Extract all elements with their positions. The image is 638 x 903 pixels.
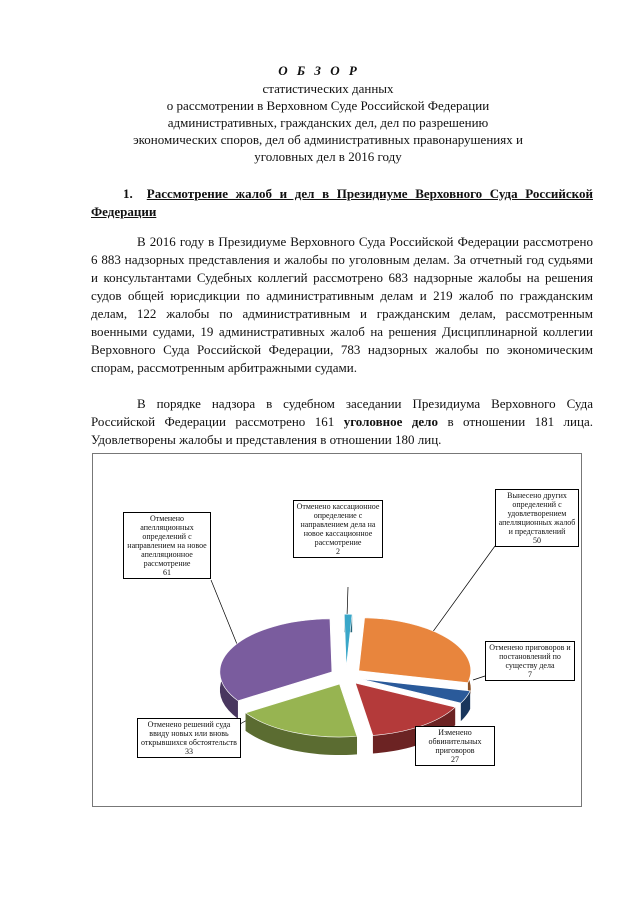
leader-line bbox=[473, 676, 485, 680]
callout-label: Отменено приговоров и постановлений по существу дела bbox=[489, 643, 571, 670]
pie-slice bbox=[220, 619, 332, 701]
callout-label: Отменено кассационное определение с направлением дела на новое кассационное рассмотрение bbox=[296, 502, 380, 547]
subtitle-line: административных, гражданских дел, дел по разрешению bbox=[167, 115, 489, 130]
section-number: 1. bbox=[123, 186, 133, 201]
pie-slice bbox=[359, 618, 471, 683]
callout-label: Вынесено других определений с удовлетворением апелляционных жалоб и представлений bbox=[498, 491, 576, 536]
leader-line bbox=[424, 546, 495, 644]
callout-verdicts-changed bbox=[415, 726, 495, 766]
callout-verdicts-cancelled bbox=[485, 641, 575, 681]
document-subtitle bbox=[118, 80, 538, 165]
callout-cassation-cancelled bbox=[293, 500, 383, 558]
callout-value: 50 bbox=[533, 536, 541, 545]
section-title: Рассмотрение жалоб и дел в Президиуме Верховного Суда Российской Федерации bbox=[91, 186, 593, 219]
callout-label: Изменено обвинительных приговоров bbox=[428, 728, 482, 755]
callout-value: 27 bbox=[451, 755, 459, 764]
subtitle-line: экономических споров, дел об административных правонарушениях и bbox=[133, 132, 523, 147]
paragraph-2 bbox=[91, 395, 593, 449]
pie-slice bbox=[344, 614, 352, 667]
document-title: О Б З О Р bbox=[278, 63, 360, 78]
leader-line bbox=[347, 587, 348, 617]
pie-chart bbox=[92, 453, 582, 807]
paragraph-2-text: В порядке надзора в судебном заседании Президиума Верховного Суда Российской Федерации рассмотрено 161 bbox=[91, 396, 593, 429]
callout-value: 7 bbox=[528, 670, 532, 679]
callout-value: 61 bbox=[163, 568, 171, 577]
callout-label: Отменено решений суда ввиду новых или вновь открывшихся обстоятельств bbox=[141, 720, 237, 747]
subtitle-line: уголовных дел в 2016 году bbox=[254, 149, 402, 164]
callout-label: Отменено апелляционных определений с направлением на новое апелляционное рассмотрение bbox=[127, 514, 207, 568]
callout-value: 33 bbox=[185, 747, 193, 756]
paragraph-2-text-end: в отношении 181 лица. Удовлетворены жалобы и представления в отношении 180 лиц. bbox=[91, 414, 593, 447]
paragraph-1: В 2016 году в Президиуме Верховного Суда Российской Федерации рассмотрено 6 883 надзорных представления и жалобы по уголовным делам. За отчетный год судьями и консультантами Судебных коллегий рассмотрено 683 надзорные жалобы на решения судов общей юрисдикции по административным делам и 219 жалоб по гражданским делам, 122 жалобы по административным и гражданским делам, рассмотренным военными судами, 19 административных жалоб на решения Дисциплинарной коллегии Верховного Суда Российской Федерации, 783 надзорных жалобы по экономическим спорам, рассмотренным арбитражными судами. bbox=[91, 234, 593, 375]
paragraph-2-bold: уголовное дело bbox=[343, 414, 438, 429]
callout-new-circumstances bbox=[137, 718, 241, 758]
subtitle-line: о рассмотрении в Верховном Суде Российской Федерации bbox=[166, 98, 490, 113]
callout-value: 2 bbox=[336, 547, 340, 556]
callout-appeal-cancelled bbox=[123, 512, 211, 579]
callout-other-rulings bbox=[495, 489, 579, 547]
subtitle-line: статистических данных bbox=[262, 81, 394, 96]
section-heading bbox=[91, 185, 593, 221]
